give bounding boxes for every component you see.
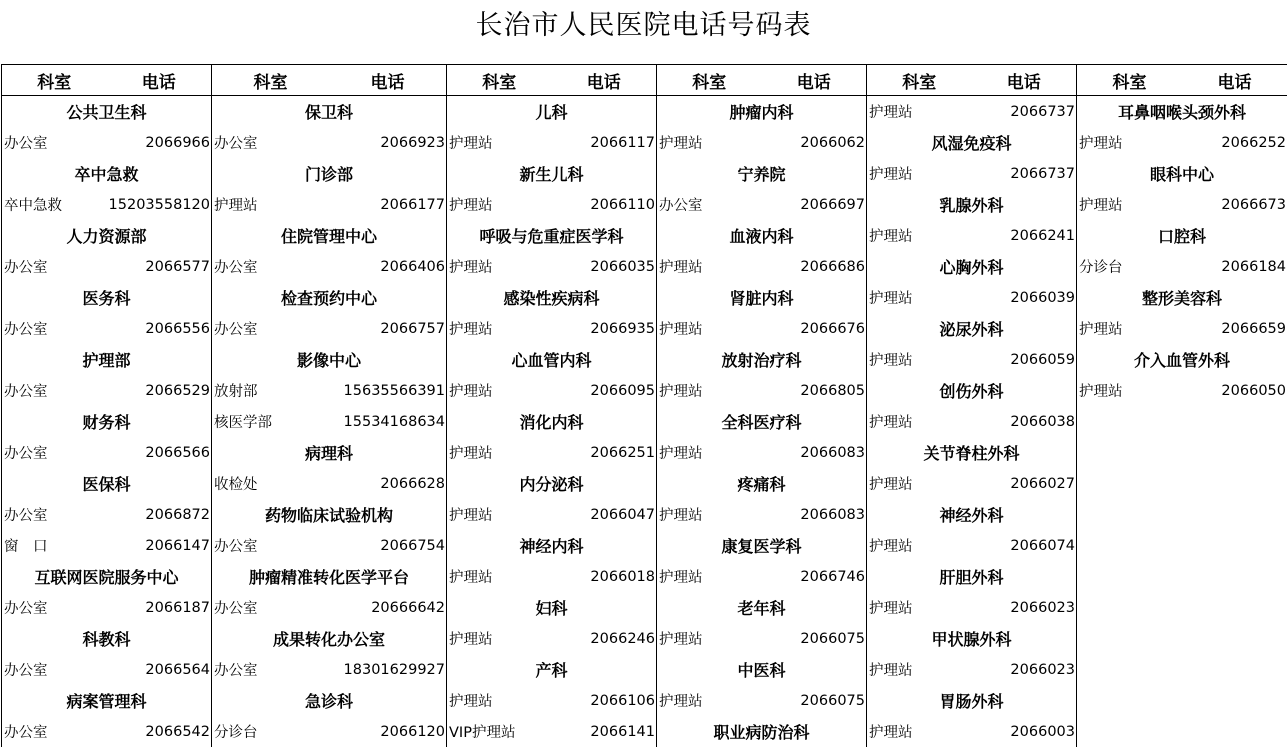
phone-number: 2066184 xyxy=(1221,258,1286,275)
room-name: 护理站 xyxy=(449,446,493,462)
directory-column xyxy=(447,65,657,747)
phone-number: 2066083 xyxy=(800,444,865,461)
room-name: 护理站 xyxy=(659,322,703,338)
room-name: 护理站 xyxy=(449,260,493,276)
department-name: 放射治疗科 xyxy=(721,351,802,370)
phone-number: 2066120 xyxy=(380,723,445,740)
room-name: 办公室 xyxy=(4,260,48,276)
department-name: 疼痛科 xyxy=(737,475,786,494)
room-name: 护理站 xyxy=(449,694,493,710)
department-name: 胃肠外科 xyxy=(939,692,1004,711)
phone-entry xyxy=(867,716,1076,747)
department-name: 中医科 xyxy=(737,661,786,680)
phone-entry xyxy=(867,406,1076,437)
header-phone-label: 电话 xyxy=(586,72,621,93)
phone-entry xyxy=(1077,375,1287,406)
room-name: 护理站 xyxy=(1079,322,1123,338)
department-name: 肾脏内科 xyxy=(729,289,794,308)
phone-entry xyxy=(657,499,866,530)
room-name: 护理站 xyxy=(449,384,493,400)
phone-entry xyxy=(657,375,866,406)
phone-entry xyxy=(2,127,211,158)
column-header xyxy=(447,65,656,96)
phone-number: 2066577 xyxy=(145,258,210,275)
room-name: 窗 口 xyxy=(4,539,48,555)
department-name: 医务科 xyxy=(82,289,131,308)
department-name: 神经外科 xyxy=(939,506,1004,525)
phone-number: 2066872 xyxy=(145,506,210,523)
phone-entry xyxy=(2,437,211,468)
department-name: 新生儿科 xyxy=(519,165,584,184)
phone-number: 2066187 xyxy=(145,599,210,616)
phone-entry xyxy=(447,251,656,282)
room-name: 护理站 xyxy=(659,384,703,400)
phone-number: 2066047 xyxy=(590,506,655,523)
header-room-label: 科室 xyxy=(692,72,727,93)
phone-entry xyxy=(657,251,866,282)
phone-number: 20666642 xyxy=(371,599,445,616)
department-name: 口腔科 xyxy=(1157,227,1206,246)
phone-number: 2066106 xyxy=(590,692,655,709)
department-name: 宁养院 xyxy=(737,165,786,184)
phone-entry xyxy=(212,592,446,623)
phone-number: 2066935 xyxy=(590,320,655,337)
phone-entry xyxy=(447,375,656,406)
phone-entry xyxy=(657,313,866,344)
department-name: 门诊部 xyxy=(304,165,353,184)
room-name: 护理站 xyxy=(1079,384,1123,400)
column-header xyxy=(657,65,866,96)
phone-entry xyxy=(447,437,656,468)
phone-entry xyxy=(212,189,446,220)
department-name: 产科 xyxy=(535,661,568,680)
phone-number: 2066083 xyxy=(800,506,865,523)
phone-entry xyxy=(2,189,211,220)
phone-number: 2066746 xyxy=(800,568,865,585)
department-name: 护理部 xyxy=(82,351,131,370)
phone-number: 2066023 xyxy=(1010,599,1075,616)
phone-number: 2066251 xyxy=(590,444,655,461)
phone-entry xyxy=(867,592,1076,623)
department-name: 内分泌科 xyxy=(519,475,584,494)
phone-number: 2066027 xyxy=(1010,475,1075,492)
department-name: 财务科 xyxy=(82,413,131,432)
room-name: 护理站 xyxy=(869,415,913,431)
phone-entry xyxy=(212,375,446,406)
phone-number: 2066147 xyxy=(145,537,210,554)
department-name: 卒中急救 xyxy=(74,165,139,184)
department-name: 血液内科 xyxy=(729,227,794,246)
department-name: 妇科 xyxy=(535,599,568,618)
phone-entry xyxy=(2,499,211,530)
phone-number: 2066035 xyxy=(590,258,655,275)
department-name: 儿科 xyxy=(535,103,568,122)
department-name: 互联网医院服务中心 xyxy=(34,568,179,587)
phone-number: 2066075 xyxy=(800,692,865,709)
room-name: 收检处 xyxy=(214,477,258,493)
phone-number: 2066039 xyxy=(1010,289,1075,306)
department-name: 公共卫生科 xyxy=(66,103,147,122)
room-name: 护理站 xyxy=(449,570,493,586)
phone-entry xyxy=(447,499,656,530)
phone-entry xyxy=(212,716,446,747)
phone-entry xyxy=(2,375,211,406)
phone-entry xyxy=(2,654,211,685)
phone-entry xyxy=(212,251,446,282)
department-name: 整形美容科 xyxy=(1141,289,1222,308)
phone-entry xyxy=(867,158,1076,189)
room-name: 办公室 xyxy=(214,663,258,679)
phone-entry xyxy=(867,530,1076,561)
header-room-label: 科室 xyxy=(37,72,72,93)
directory-column xyxy=(2,65,212,747)
directory-column xyxy=(657,65,867,747)
phone-entry xyxy=(1077,189,1287,220)
room-name: 护理站 xyxy=(214,198,258,214)
room-name: 护理站 xyxy=(869,539,913,555)
room-name: 护理站 xyxy=(659,136,703,152)
directory-column xyxy=(212,65,447,747)
department-name: 耳鼻咽喉头颈外科 xyxy=(1117,103,1246,122)
phone-number: 2066564 xyxy=(145,661,210,678)
phone-entry xyxy=(2,716,211,747)
room-name: 办公室 xyxy=(4,384,48,400)
phone-entry xyxy=(657,189,866,220)
phone-number: 2066141 xyxy=(590,723,655,740)
department-name: 职业病防治科 xyxy=(713,723,810,742)
department-name: 创伤外科 xyxy=(939,382,1004,401)
department-name: 病案管理科 xyxy=(66,692,147,711)
department-name: 感染性疾病科 xyxy=(503,289,600,308)
department-name: 成果转化办公室 xyxy=(272,630,385,649)
department-name: 人力资源部 xyxy=(66,227,147,246)
phone-entry xyxy=(657,127,866,158)
column-header xyxy=(212,65,446,96)
room-name: 护理站 xyxy=(449,632,493,648)
phone-number: 2066018 xyxy=(590,568,655,585)
department-name: 老年科 xyxy=(737,599,786,618)
phone-number: 2066252 xyxy=(1221,134,1286,151)
phone-entry xyxy=(447,127,656,158)
header-room-label: 科室 xyxy=(1112,72,1147,93)
phone-number: 2066566 xyxy=(145,444,210,461)
room-name: 护理站 xyxy=(869,353,913,369)
phone-number: 2066241 xyxy=(1010,227,1075,244)
phone-number: 2066737 xyxy=(1010,103,1075,120)
phone-number: 15635566391 xyxy=(343,382,445,399)
phone-number: 2066023 xyxy=(1010,661,1075,678)
phone-number: 15203558120 xyxy=(108,196,210,213)
phone-number: 2066966 xyxy=(145,134,210,151)
phone-entry xyxy=(657,685,866,716)
directory-column xyxy=(1077,65,1287,747)
room-name: 办公室 xyxy=(4,446,48,462)
room-name: 护理站 xyxy=(659,446,703,462)
department-name: 住院管理中心 xyxy=(280,227,377,246)
phone-entry xyxy=(1077,127,1287,158)
room-name: 分诊台 xyxy=(214,725,258,741)
header-phone-label: 电话 xyxy=(796,72,831,93)
header-phone-label: 电话 xyxy=(1217,72,1252,93)
phone-number: 2066805 xyxy=(800,382,865,399)
department-name: 病理科 xyxy=(304,444,353,463)
phone-number: 2066110 xyxy=(590,196,655,213)
phone-number: 15534168634 xyxy=(343,413,445,430)
department-name: 医保科 xyxy=(82,475,131,494)
room-name: 办公室 xyxy=(214,136,258,152)
phone-entry xyxy=(447,561,656,592)
phone-number: 2066095 xyxy=(590,382,655,399)
phone-number: 2066074 xyxy=(1010,537,1075,554)
department-name: 泌尿外科 xyxy=(939,320,1004,339)
phone-number: 18301629927 xyxy=(343,661,445,678)
phone-number: 2066676 xyxy=(800,320,865,337)
header-phone-label: 电话 xyxy=(1006,72,1041,93)
department-name: 影像中心 xyxy=(296,351,361,370)
room-name: 办公室 xyxy=(214,539,258,555)
phone-number: 2066062 xyxy=(800,134,865,151)
department-name: 风湿免疫科 xyxy=(931,134,1012,153)
department-name: 急诊科 xyxy=(304,692,353,711)
phone-number: 2066923 xyxy=(380,134,445,151)
department-name: 眼科中心 xyxy=(1149,165,1214,184)
phone-number: 2066737 xyxy=(1010,165,1075,182)
department-name: 检查预约中心 xyxy=(280,289,377,308)
phone-entry xyxy=(867,468,1076,499)
phone-entry xyxy=(867,654,1076,685)
column-header xyxy=(1077,65,1287,96)
room-name: 办公室 xyxy=(4,601,48,617)
department-name: 乳腺外科 xyxy=(939,196,1004,215)
department-name: 肿瘤内科 xyxy=(729,103,794,122)
room-name: 分诊台 xyxy=(1079,260,1123,276)
room-name: 办公室 xyxy=(4,136,48,152)
department-name: 肿瘤精准转化医学平台 xyxy=(248,568,409,587)
phone-number: 2066659 xyxy=(1221,320,1286,337)
department-name: 保卫科 xyxy=(304,103,353,122)
department-name: 甲状腺外科 xyxy=(931,630,1012,649)
phone-entry xyxy=(212,530,446,561)
room-name: 护理站 xyxy=(869,105,913,121)
phone-entry xyxy=(447,685,656,716)
header-room-label: 科室 xyxy=(902,72,937,93)
phone-entry xyxy=(1077,251,1287,282)
phone-number: 2066050 xyxy=(1221,382,1286,399)
phone-entry xyxy=(867,282,1076,313)
room-name: 护理站 xyxy=(449,136,493,152)
department-name: 肝胆外科 xyxy=(939,568,1004,587)
phone-number: 2066542 xyxy=(145,723,210,740)
phone-number: 2066003 xyxy=(1010,723,1075,740)
phone-entry xyxy=(2,251,211,282)
room-name: 办公室 xyxy=(4,322,48,338)
phone-number: 2066697 xyxy=(800,196,865,213)
phone-number: 2066075 xyxy=(800,630,865,647)
department-name: 关节脊柱外科 xyxy=(923,444,1020,463)
page-title: 长治市人民医院电话号码表 xyxy=(475,10,812,41)
column-header xyxy=(2,65,211,96)
phone-number: 2066038 xyxy=(1010,413,1075,430)
header-room-label: 科室 xyxy=(482,72,517,93)
phone-number: 2066757 xyxy=(380,320,445,337)
phone-number: 2066246 xyxy=(590,630,655,647)
room-name: 护理站 xyxy=(449,322,493,338)
phone-entry xyxy=(657,561,866,592)
room-name: VIP护理站 xyxy=(449,725,516,741)
department-name: 科教科 xyxy=(82,630,131,649)
room-name: 护理站 xyxy=(659,570,703,586)
phone-entry xyxy=(2,530,211,561)
department-name: 康复医学科 xyxy=(721,537,802,556)
room-name: 护理站 xyxy=(869,477,913,493)
room-name: 护理站 xyxy=(659,694,703,710)
room-name: 护理站 xyxy=(449,508,493,524)
phone-entry xyxy=(867,220,1076,251)
phone-entry xyxy=(212,654,446,685)
header-phone-label: 电话 xyxy=(141,72,176,93)
phone-entry xyxy=(867,344,1076,375)
room-name: 护理站 xyxy=(1079,198,1123,214)
directory-column xyxy=(867,65,1077,747)
phone-entry xyxy=(212,406,446,437)
phone-entry xyxy=(2,313,211,344)
room-name: 办公室 xyxy=(4,725,48,741)
department-name: 药物临床试验机构 xyxy=(264,506,393,525)
phone-entry xyxy=(447,623,656,654)
department-name: 心血管内科 xyxy=(511,351,592,370)
phone-number: 2066177 xyxy=(380,196,445,213)
department-name: 全科医疗科 xyxy=(721,413,802,432)
phone-number: 2066754 xyxy=(380,537,445,554)
department-name: 心胸外科 xyxy=(939,258,1004,277)
room-name: 护理站 xyxy=(869,167,913,183)
room-name: 护理站 xyxy=(659,632,703,648)
room-name: 核医学部 xyxy=(214,415,272,431)
phone-entry xyxy=(867,96,1076,127)
room-name: 卒中急救 xyxy=(4,198,62,214)
department-name: 介入血管外科 xyxy=(1133,351,1230,370)
phone-number: 2066529 xyxy=(145,382,210,399)
department-name: 神经内科 xyxy=(519,537,584,556)
phone-number: 2066673 xyxy=(1221,196,1286,213)
room-name: 护理站 xyxy=(869,291,913,307)
room-name: 办公室 xyxy=(214,260,258,276)
room-name: 护理站 xyxy=(1079,136,1123,152)
column-header xyxy=(867,65,1076,96)
phone-entry xyxy=(447,716,656,747)
room-name: 办公室 xyxy=(4,663,48,679)
phone-entry xyxy=(212,468,446,499)
phone-number: 2066406 xyxy=(380,258,445,275)
room-name: 护理站 xyxy=(659,260,703,276)
phone-entry xyxy=(657,623,866,654)
phone-entry xyxy=(212,127,446,158)
room-name: 护理站 xyxy=(449,198,493,214)
header-room-label: 科室 xyxy=(253,72,288,93)
phone-number: 2066059 xyxy=(1010,351,1075,368)
room-name: 护理站 xyxy=(869,663,913,679)
phone-entry xyxy=(212,313,446,344)
room-name: 办公室 xyxy=(4,508,48,524)
department-name: 呼吸与危重症医学科 xyxy=(479,227,624,246)
room-name: 护理站 xyxy=(869,601,913,617)
directory-table xyxy=(1,64,1287,747)
department-name: 消化内科 xyxy=(519,413,584,432)
phone-number: 2066628 xyxy=(380,475,445,492)
phone-entry xyxy=(2,592,211,623)
phone-entry xyxy=(1077,313,1287,344)
phone-number: 2066556 xyxy=(145,320,210,337)
room-name: 办公室 xyxy=(214,322,258,338)
room-name: 办公室 xyxy=(214,601,258,617)
phone-entry xyxy=(447,189,656,220)
phone-entry xyxy=(447,313,656,344)
header-phone-label: 电话 xyxy=(370,72,405,93)
room-name: 办公室 xyxy=(659,198,703,214)
phone-entry xyxy=(657,437,866,468)
phone-number: 2066686 xyxy=(800,258,865,275)
phone-number: 2066117 xyxy=(590,134,655,151)
room-name: 护理站 xyxy=(869,725,913,741)
room-name: 护理站 xyxy=(869,229,913,245)
room-name: 放射部 xyxy=(214,384,258,400)
room-name: 护理站 xyxy=(659,508,703,524)
